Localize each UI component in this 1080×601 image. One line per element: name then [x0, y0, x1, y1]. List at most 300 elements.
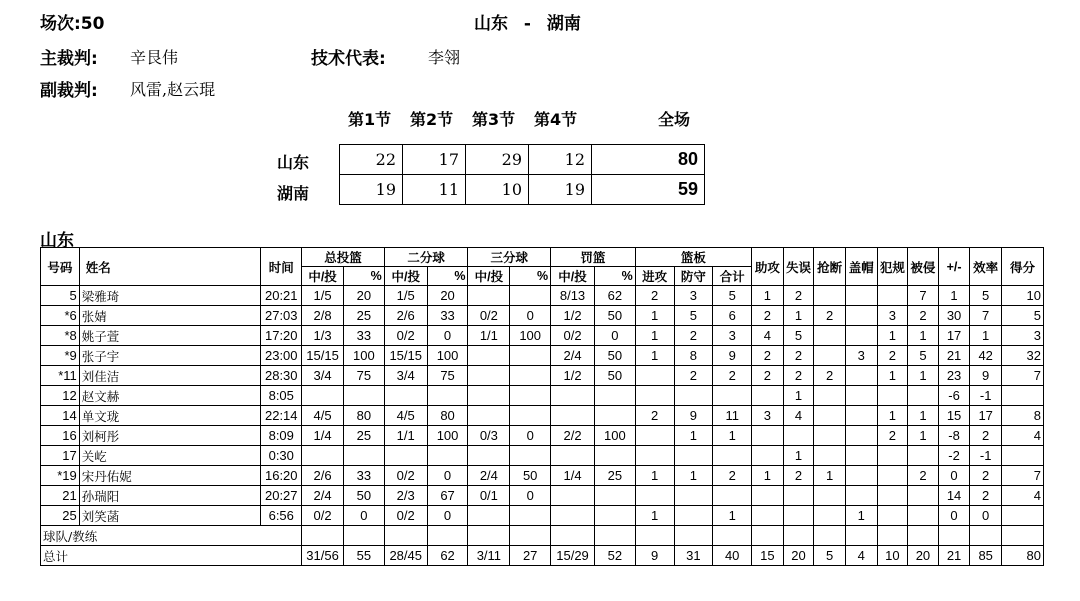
stat-cell: 1 [877, 366, 908, 386]
chief-referee-label: 主裁判: [40, 49, 98, 69]
stat-cell [877, 506, 908, 526]
total-cell: 20 [783, 546, 814, 566]
player-name: 宋丹佑妮 [79, 466, 261, 486]
total-cell: 31 [674, 546, 713, 566]
player-number: 16 [41, 426, 80, 446]
player-number: 5 [41, 286, 80, 306]
quarter-header: 第3节 [472, 110, 516, 129]
sub-defensive: 防守 [674, 267, 713, 286]
col-plus-minus: +/- [938, 248, 970, 286]
player-name: 赵文赫 [79, 386, 261, 406]
stat-cell: 8 [1001, 406, 1043, 426]
stat-cell [877, 446, 908, 466]
stat-cell [877, 286, 908, 306]
player-number: *9 [41, 346, 80, 366]
stat-cell: 23 [938, 366, 970, 386]
assistant-referee-label: 副裁判: [40, 81, 98, 101]
sub-made: 中/投 [384, 267, 427, 286]
stat-cell: 20:27 [261, 486, 302, 506]
stat-cell: 33 [427, 306, 468, 326]
stat-cell [635, 446, 674, 466]
stat-cell: 25 [594, 466, 635, 486]
stat-cell: 3 [713, 326, 752, 346]
stat-cell: 80 [427, 406, 468, 426]
box-team-title: 山东 [40, 231, 74, 251]
stat-cell: 1 [908, 406, 939, 426]
stat-cell: 0 [594, 326, 635, 346]
quarter-score-row [340, 145, 705, 175]
stat-cell [674, 446, 713, 466]
stat-cell [635, 366, 674, 386]
stat-cell: 1 [877, 326, 908, 346]
stat-cell: 9 [674, 406, 713, 426]
stat-cell: 2 [752, 306, 784, 326]
stat-cell [752, 506, 784, 526]
stat-cell: 0 [938, 466, 970, 486]
stat-cell: 1/5 [384, 286, 427, 306]
col-assists: 助攻 [752, 248, 784, 286]
total-cell: 85 [970, 546, 1002, 566]
stat-cell: 3 [877, 306, 908, 326]
stat-cell: 2 [783, 286, 814, 306]
stat-cell [635, 526, 674, 546]
stat-cell [845, 326, 877, 346]
stat-cell [713, 446, 752, 466]
stat-cell: 15/15 [302, 346, 344, 366]
stat-cell: 2/3 [384, 486, 427, 506]
stat-cell: 50 [343, 486, 384, 506]
player-row [41, 466, 1044, 486]
stat-cell: -1 [970, 386, 1002, 406]
total-cell: 9 [635, 546, 674, 566]
final-score: 59 [592, 175, 705, 205]
stat-cell: 28:30 [261, 366, 302, 386]
stat-cell: 17 [938, 326, 970, 346]
stat-cell: 0 [343, 506, 384, 526]
stat-cell: 6 [713, 306, 752, 326]
stat-cell: 2 [752, 346, 784, 366]
total-cell: 40 [713, 546, 752, 566]
stat-cell: 2 [814, 306, 846, 326]
stat-cell: 1 [908, 426, 939, 446]
stat-cell: 50 [594, 366, 635, 386]
stat-cell: 4 [783, 406, 814, 426]
player-name: 张子宇 [79, 346, 261, 366]
stat-cell [594, 446, 635, 466]
stat-cell: 0:30 [261, 446, 302, 466]
stat-cell: 2 [814, 366, 846, 386]
stat-cell: 27:03 [261, 306, 302, 326]
player-name: 刘柯彤 [79, 426, 261, 446]
stat-cell: 1 [783, 386, 814, 406]
stat-cell: 2 [783, 366, 814, 386]
quarter-header: 第1节 [348, 110, 392, 129]
stat-cell: 1/2 [551, 366, 595, 386]
stat-cell: 20 [343, 286, 384, 306]
player-name: 梁雅琦 [79, 286, 261, 306]
stat-cell [908, 386, 939, 406]
stat-cell: 2 [877, 346, 908, 366]
stat-cell: 75 [427, 366, 468, 386]
total-cell: 15 [752, 546, 784, 566]
stat-cell: 80 [343, 406, 384, 426]
matchup-title: 山东 - 湖南 [474, 14, 581, 34]
col-field-goals: 总投篮 [302, 248, 385, 267]
stat-cell [845, 446, 877, 466]
stat-cell [783, 526, 814, 546]
team-name: 湖南 [277, 184, 310, 203]
stat-cell: 1 [752, 466, 784, 486]
stat-cell [551, 386, 595, 406]
stat-cell [970, 526, 1002, 546]
stat-cell: 2/6 [384, 306, 427, 326]
stat-cell [783, 486, 814, 506]
stat-cell [384, 446, 427, 466]
col-three-pointers: 三分球 [468, 248, 551, 267]
total-cell: 21 [938, 546, 970, 566]
stat-cell: 1 [713, 426, 752, 446]
stat-cell [814, 406, 846, 426]
stat-cell: 2 [635, 286, 674, 306]
stat-cell [384, 526, 427, 546]
stat-cell: 0 [427, 506, 468, 526]
stat-cell: 7 [970, 306, 1002, 326]
player-row [41, 406, 1044, 426]
stat-cell: 2 [908, 306, 939, 326]
stat-cell: 0/2 [384, 466, 427, 486]
stat-cell: 22:14 [261, 406, 302, 426]
stat-cell: 3 [752, 406, 784, 426]
stat-cell [343, 386, 384, 406]
total-cell: 27 [510, 546, 551, 566]
stat-cell: 14 [938, 486, 970, 506]
stat-cell [877, 486, 908, 506]
stat-cell: 25 [343, 306, 384, 326]
stat-cell: 5 [713, 286, 752, 306]
stat-cell [510, 286, 551, 306]
quarter-score: 29 [466, 145, 529, 175]
player-row [41, 366, 1044, 386]
stat-cell: 1 [752, 286, 784, 306]
stat-cell [1001, 526, 1043, 546]
player-row [41, 306, 1044, 326]
col-fouls: 犯规 [877, 248, 908, 286]
stat-cell: -1 [970, 446, 1002, 466]
stat-cell: 2/8 [302, 306, 344, 326]
final-score: 80 [592, 145, 705, 175]
player-row [41, 446, 1044, 466]
total-cell: 28/45 [384, 546, 427, 566]
stat-cell: 23:00 [261, 346, 302, 366]
sub-made: 中/投 [468, 267, 510, 286]
stat-cell [594, 506, 635, 526]
stat-cell: 21 [938, 346, 970, 366]
stat-cell: 2 [970, 466, 1002, 486]
stat-cell: 5 [783, 326, 814, 346]
stat-cell: 0 [427, 326, 468, 346]
stat-cell [908, 506, 939, 526]
stat-cell [551, 446, 595, 466]
stat-cell: 42 [970, 346, 1002, 366]
stat-cell: 15 [938, 406, 970, 426]
col-two-pointers: 二分球 [384, 248, 468, 267]
player-name: 刘佳洁 [79, 366, 261, 386]
stat-cell [713, 486, 752, 506]
col-efficiency: 效率 [970, 248, 1002, 286]
stat-cell: 2/4 [551, 346, 595, 366]
stat-cell: 1/1 [384, 426, 427, 446]
stat-cell [510, 446, 551, 466]
stat-cell: 2/6 [302, 466, 344, 486]
player-row [41, 286, 1044, 306]
stat-cell: 15/15 [384, 346, 427, 366]
quarter-header: 第4节 [534, 110, 578, 129]
stat-cell [674, 526, 713, 546]
stat-cell: 2 [970, 486, 1002, 506]
stat-cell: 0/2 [384, 326, 427, 346]
full-game-header: 全场 [658, 110, 691, 129]
total-cell: 20 [908, 546, 939, 566]
stat-cell: 17:20 [261, 326, 302, 346]
stat-cell: 10 [1001, 286, 1043, 306]
stat-cell: 100 [427, 346, 468, 366]
stat-cell [845, 406, 877, 426]
stat-cell [1001, 386, 1043, 406]
total-cell: 31/56 [302, 546, 344, 566]
stat-cell: 3 [674, 286, 713, 306]
stat-cell [468, 366, 510, 386]
stat-cell [845, 426, 877, 446]
total-cell: 5 [814, 546, 846, 566]
stat-cell [845, 306, 877, 326]
sub-made: 中/投 [302, 267, 344, 286]
total-cell: 10 [877, 546, 908, 566]
stat-cell [510, 366, 551, 386]
stat-cell: 2 [713, 466, 752, 486]
stat-cell: 7 [1001, 466, 1043, 486]
quarter-score: 10 [466, 175, 529, 205]
stat-cell: 2/4 [302, 486, 344, 506]
total-cell: 3/11 [468, 546, 510, 566]
col-blocks: 盖帽 [845, 248, 877, 286]
player-number: *11 [41, 366, 80, 386]
stat-cell: 75 [343, 366, 384, 386]
stat-cell: 3/4 [384, 366, 427, 386]
stat-cell: 3 [845, 346, 877, 366]
quarter-score: 22 [340, 145, 403, 175]
stat-cell [814, 486, 846, 506]
stat-cell: -6 [938, 386, 970, 406]
stat-cell: 100 [510, 326, 551, 346]
stat-cell: 0/2 [302, 506, 344, 526]
stat-cell [674, 486, 713, 506]
stat-cell: 1/4 [302, 426, 344, 446]
player-name: 单文珑 [79, 406, 261, 426]
stat-cell [713, 526, 752, 546]
stat-cell: 0/1 [468, 486, 510, 506]
stat-cell [908, 486, 939, 506]
stat-cell: 4 [752, 326, 784, 346]
player-name: 姚子萱 [79, 326, 261, 346]
stat-cell [814, 346, 846, 366]
stat-cell: -2 [938, 446, 970, 466]
stat-cell: 2 [908, 466, 939, 486]
stat-cell: 1/1 [468, 326, 510, 346]
stat-cell: 4/5 [384, 406, 427, 426]
stat-cell: 1/2 [551, 306, 595, 326]
stat-cell [594, 386, 635, 406]
stat-cell [468, 406, 510, 426]
total-cell: 52 [594, 546, 635, 566]
technical-delegate-label: 技术代表: [311, 49, 386, 69]
totals-label: 总计 [41, 546, 302, 566]
total-cell: 62 [427, 546, 468, 566]
stat-cell [427, 526, 468, 546]
stat-cell: 100 [343, 346, 384, 366]
stat-cell: 0 [970, 506, 1002, 526]
stat-cell [510, 406, 551, 426]
stat-cell [845, 526, 877, 546]
assistant-referee-names: 风雷,赵云琨 [130, 80, 216, 99]
stat-cell [814, 446, 846, 466]
stat-cell: 1 [845, 506, 877, 526]
quarter-score-table [339, 144, 705, 205]
match-number: 场次:50 [40, 14, 105, 34]
stat-cell: 1 [783, 306, 814, 326]
stat-cell: 0 [510, 486, 551, 506]
col-number: 号码 [41, 248, 80, 286]
stat-cell: 1 [938, 286, 970, 306]
player-number: 21 [41, 486, 80, 506]
stat-cell: 1 [635, 326, 674, 346]
stat-cell [1001, 506, 1043, 526]
stat-cell [674, 386, 713, 406]
stat-cell: 2 [970, 426, 1002, 446]
stat-cell [845, 466, 877, 486]
col-rebounds: 篮板 [635, 248, 751, 267]
stat-cell: 0/2 [468, 306, 510, 326]
stat-cell: 1 [908, 366, 939, 386]
stat-cell: 20 [427, 286, 468, 306]
player-number: *6 [41, 306, 80, 326]
stat-cell: -8 [938, 426, 970, 446]
col-time: 时间 [261, 248, 302, 286]
stat-cell: 1/5 [302, 286, 344, 306]
stat-cell [468, 526, 510, 546]
stat-cell: 50 [594, 346, 635, 366]
total-cell: 55 [343, 546, 384, 566]
stat-cell: 100 [594, 426, 635, 446]
quarter-score: 17 [403, 145, 466, 175]
stat-cell: 2/2 [551, 426, 595, 446]
stat-cell: 2 [674, 366, 713, 386]
stat-cell: 4 [1001, 486, 1043, 506]
stat-cell [845, 286, 877, 306]
player-number: *19 [41, 466, 80, 486]
stat-cell: 1 [635, 346, 674, 366]
stat-cell: 2 [752, 366, 784, 386]
stat-cell: 2 [713, 366, 752, 386]
stat-cell [551, 406, 595, 426]
player-row [41, 506, 1044, 526]
stat-cell [814, 426, 846, 446]
player-name: 刘笑菡 [79, 506, 261, 526]
player-number: *8 [41, 326, 80, 346]
stat-cell: 8/13 [551, 286, 595, 306]
stat-cell [384, 386, 427, 406]
sub-pct: % [510, 267, 551, 286]
player-name: 关屹 [79, 446, 261, 466]
player-row [41, 346, 1044, 366]
col-points: 得分 [1001, 248, 1043, 286]
stat-cell: 33 [343, 326, 384, 346]
stat-cell: 0/2 [551, 326, 595, 346]
stat-cell: 30 [938, 306, 970, 326]
stat-cell: 17 [970, 406, 1002, 426]
stat-cell: 1 [783, 446, 814, 466]
stat-cell: 1/4 [551, 466, 595, 486]
player-row [41, 386, 1044, 406]
stat-cell: 5 [908, 346, 939, 366]
team-coach-label: 球队/教练 [41, 526, 302, 546]
col-name: 姓名 [79, 248, 261, 286]
col-free-throws: 罚篮 [551, 248, 636, 267]
box-score-table [40, 247, 1044, 566]
stat-cell: 1 [713, 506, 752, 526]
stat-cell [594, 526, 635, 546]
player-number: 17 [41, 446, 80, 466]
stat-cell [877, 526, 908, 546]
stat-cell: 0 [510, 306, 551, 326]
sub-pct: % [343, 267, 384, 286]
stat-cell [551, 506, 595, 526]
stat-cell: 32 [1001, 346, 1043, 366]
stat-cell: 11 [713, 406, 752, 426]
stat-cell [783, 426, 814, 446]
stat-cell [510, 346, 551, 366]
total-cell: 4 [845, 546, 877, 566]
stat-cell [814, 326, 846, 346]
stat-cell [845, 366, 877, 386]
stat-cell [938, 526, 970, 546]
stat-cell [783, 506, 814, 526]
stat-cell: 62 [594, 286, 635, 306]
col-steals: 抢断 [814, 248, 846, 286]
stat-cell [510, 526, 551, 546]
player-number: 14 [41, 406, 80, 426]
stat-cell [302, 386, 344, 406]
stat-cell [510, 386, 551, 406]
stat-cell: 8 [674, 346, 713, 366]
stat-cell [635, 486, 674, 506]
player-row [41, 326, 1044, 346]
col-fouls-drawn: 被侵 [908, 248, 939, 286]
stat-cell [752, 486, 784, 506]
stat-cell [845, 386, 877, 406]
stat-cell: 33 [343, 466, 384, 486]
stat-cell [674, 506, 713, 526]
stat-cell [752, 426, 784, 446]
total-cell: 80 [1001, 546, 1043, 566]
player-row [41, 426, 1044, 446]
stat-cell: 2 [674, 326, 713, 346]
stat-cell [468, 386, 510, 406]
stat-cell: 1 [877, 406, 908, 426]
stat-cell: 100 [427, 426, 468, 446]
stat-cell: 9 [970, 366, 1002, 386]
stat-cell [713, 386, 752, 406]
stat-cell [302, 446, 344, 466]
